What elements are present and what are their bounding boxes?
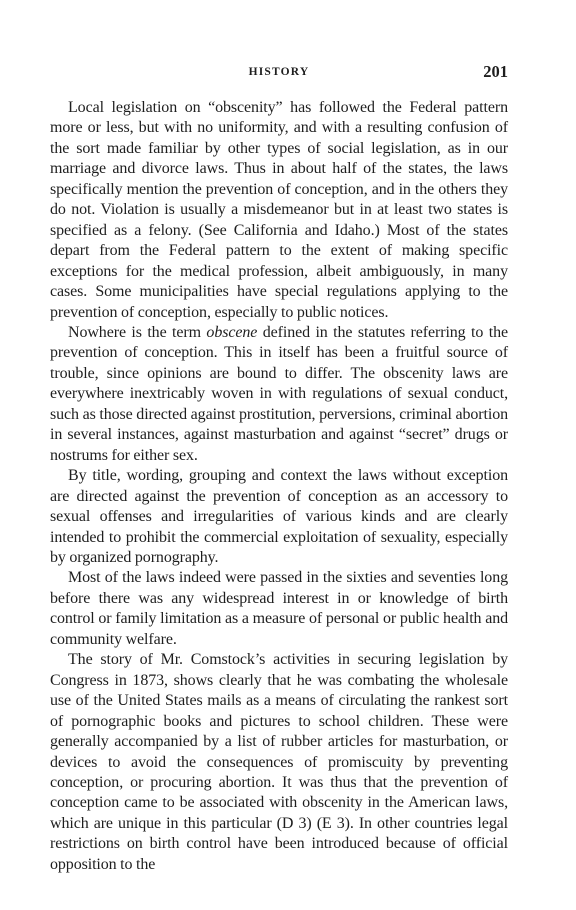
paragraph-text-segment: Nowhere is the term <box>68 323 207 341</box>
running-header <box>50 62 508 82</box>
paragraph-local-legislation: Local legislation on “obscenity” has followed the Federal pattern more or less, but with no uniformity, and with a resulting confusion of the sort made familiar by other types of social legislation, as in our marriage and divorce laws. Thus in about half of the states, the laws specifically mention the prevention of conception, and in the others they do not. Violation is usually a misdemeanor but in at least two states is specified as a felony. (See California and Idaho.) Most of the states depart from the Federal pattern to the extent of making specific exceptions for the medical profession, albeit ambiguously, in many cases. Some municipalities have special regulations applying to the prevention of conception, especially to public notices. <box>50 99 508 321</box>
paragraph-comstock: The story of Mr. Comstock’s activities in securing legislation by Congress in 1873, shows clearly that he was combating the wholesale use of the United States mails as a means of circulating the rankest sort of pornographic books and pictures to school children. These were generally accompanied by a list of rubber articles for masturbation, or devices to avoid the consequences of promiscuity by preventing conception, or procuring abortion. It was thus that the prevention of conception came to be associated with obscenity in the American laws, which are unique in this particular (D 3) (E 3). In other countries legal restrictions on birth control have been introduced because of official opposition to the <box>50 651 508 873</box>
emphasized-term: obscene <box>206 323 258 341</box>
paragraph-text-segment: defined in the statutes referring to the prevention of conception. This in itself has been a fruitful source of trouble, since opinions are bound to differ. The obscenity laws are everywhere inextricably woven in with regulations of sexual conduct, such as those directed against prostitution, perversions, criminal abortion in several instances, against masturbation and against “secret” drugs or nostrums for either sex. <box>50 323 508 464</box>
paragraph-sixties-seventies: Most of the laws indeed were passed in the sixties and seventies long before there was any widespread interest in or knowledge of birth control or family limitation as a measure of personal or public health and community welfare. <box>50 569 508 648</box>
book-page <box>50 62 508 875</box>
running-title: HISTORY <box>248 66 310 78</box>
page-number: 201 <box>483 62 508 81</box>
paragraph-title-wording: By title, wording, grouping and context the laws without exception are directed against the prevention of conception as an accessory to sexual offenses and irregularities of various kinds and are clearly intended to prohibit the commercial exploitation of sexuality, especially by organized pornography. <box>50 467 508 566</box>
body-text <box>50 98 508 875</box>
paragraph-obscene-undefined <box>50 323 508 466</box>
